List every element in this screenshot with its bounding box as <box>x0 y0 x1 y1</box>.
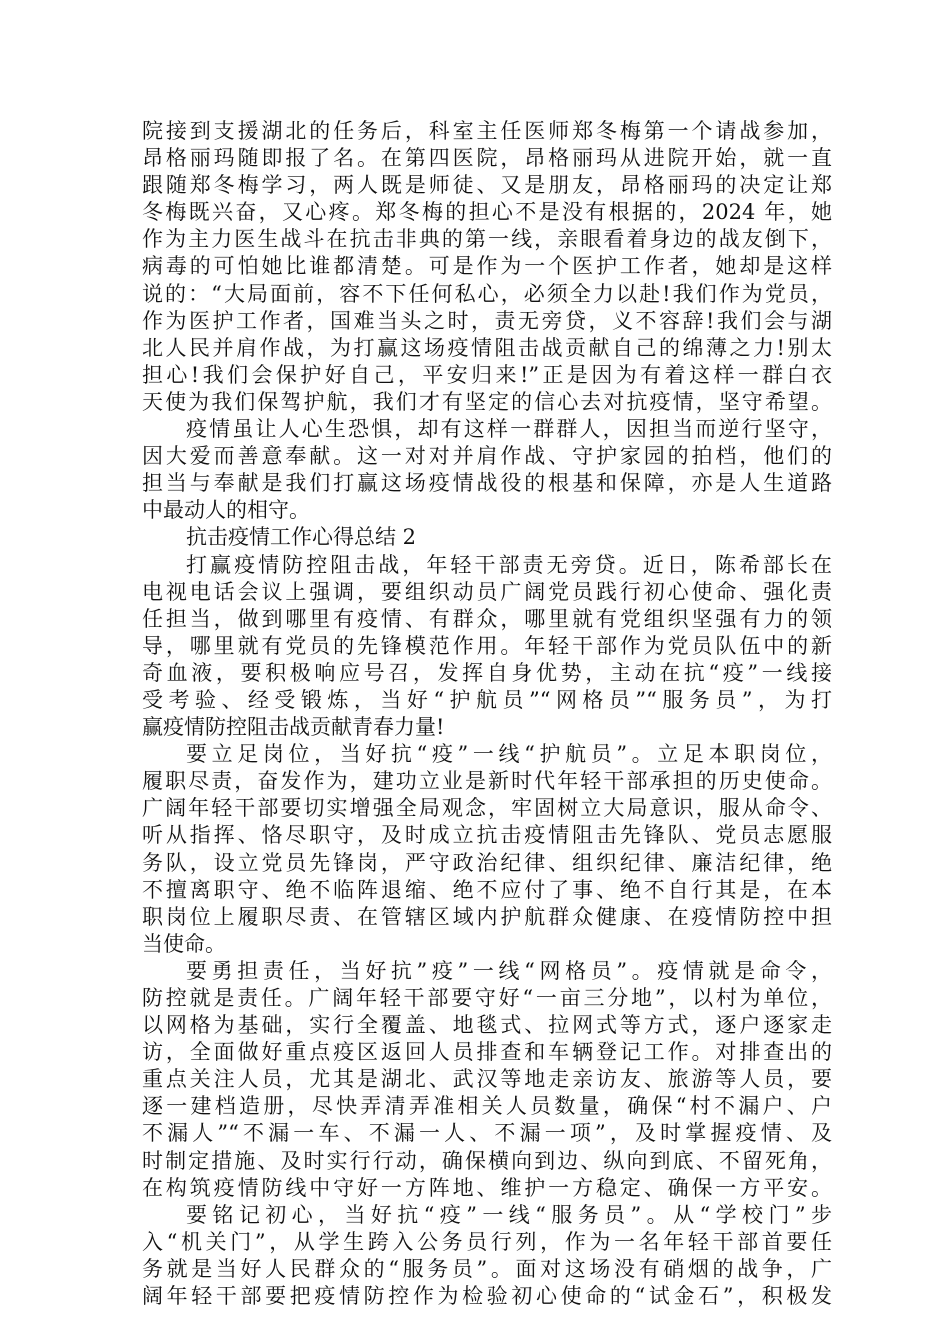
text-line: 担心!我们会保护好自己，平安归来!”正是因为有着这样一群白衣 <box>142 362 832 387</box>
text-line: 病毒的可怕她比谁都清楚。可是作为一个医护工作者，她却是这样 <box>142 254 832 279</box>
text-line: 院接到支援湖北的任务后，科室主任医师郑冬梅第一个请战参加， <box>142 119 832 143</box>
text-line: 因大爱而善意奉献。这一对对并肩作战、守护家园的拍档，他们的 <box>142 444 832 469</box>
paragraph <box>142 741 832 958</box>
text-line: 以网格为基础，实行全覆盖、地毯式、拉网式等方式，逐户逐家走 <box>142 1013 832 1038</box>
text-line: 要勇担责任，当好抗”疫”一线“网格员”。疫情就是命令， <box>186 958 832 983</box>
text-line: 说的：“大局面前，容不下任何私心，必须全力以赴!我们作为党员， <box>142 281 832 306</box>
text-line: 阔年轻干部要把疫情防控作为检验初心使命的“试金石”，积极发 <box>142 1284 832 1309</box>
text-line: 作为医护工作者，国难当头之时，责无旁贷，义不容辞!我们会与湖 <box>142 308 832 333</box>
text-line: 中最动人的相守。 <box>142 498 310 523</box>
text-line: 逐一建档造册，尽快弄清弄准相关人员数量，确保“村不漏户、户 <box>142 1094 832 1119</box>
text-line: 入“机关门”，从学生跨入公务员行列，作为一名年轻干部首要任 <box>142 1229 832 1254</box>
text-line: 不擅离职守、绝不临阵退缩、绝不应付了事、绝不自行其是，在本 <box>142 877 832 902</box>
text-line: 在构筑疫情防线中守好一方阵地、维护一方稳定、确保一方平安。 <box>142 1175 832 1200</box>
text-line: 要立足岗位，当好抗“疫”一线“护航员”。立足本职岗位， <box>186 742 832 767</box>
paragraph <box>142 1202 832 1310</box>
text-line: 打赢疫情防控阻击战，年轻干部责无旁贷。近日，陈希部长在 <box>186 552 832 577</box>
section-heading <box>142 524 832 551</box>
text-line: 职岗位上履职尽责、在管辖区域内护航群众健康、在疫情防控中担 <box>142 904 832 929</box>
text-line: 天使为我们保驾护航，我们才有坚定的信心去对抗疫情，坚守希望。 <box>142 389 832 414</box>
text-line: 北人民并肩作战，为打赢这场疫情阻击战贡献自己的绵薄之力!别太 <box>142 335 832 360</box>
text-line: 访，全面做好重点疫区返回人员排查和车辆登记工作。对排查出的 <box>142 1040 832 1065</box>
paragraph <box>142 958 832 1202</box>
text-line: 抗击疫情工作心得总结 2 <box>186 525 417 550</box>
text-line: 担当与奉献是我们打赢这场疫情战役的根基和保障，亦是人生道路 <box>142 471 832 496</box>
text-line: 电视电话会议上强调，要组织动员广阔党员践行初心使命、强化责 <box>142 579 832 604</box>
text-line: 时制定措施、及时实行行动，确保横向到边、纵向到底、不留死角， <box>142 1148 832 1173</box>
text-line: 听从指挥、恪尽职守，及时成立抗击疫情阻击先锋队、党员志愿服 <box>142 823 832 848</box>
paragraph <box>142 416 832 524</box>
text-line: 作为主力医生战斗在抗击非典的第一线，亲眼看着身边的战友倒下， <box>142 227 832 252</box>
text-line: 广阔年轻干部要切实增强全局观念，牢固树立大局意识，服从命令、 <box>142 796 832 821</box>
text-line: 防控就是责任。广阔年轻干部要守好“一亩三分地”，以村为单位， <box>142 986 832 1010</box>
text-line: 重点关注人员，尤其是湖北、武汉等地走亲访友、旅游等人员，要 <box>142 1067 832 1092</box>
text-line: 导，哪里就有党员的先锋模范作用。年轻干部作为党员队伍中的新 <box>142 633 832 658</box>
text-line: 跟随郑冬梅学习，两人既是师徒、又是朋友，昂格丽玛的决定让郑 <box>142 173 832 198</box>
paragraph <box>142 552 832 742</box>
text-line: 要铭记初心，当好抗“疫”一线“服务员”。从“学校门”步 <box>186 1202 832 1227</box>
text-line: 冬梅既兴奋，又心疼。郑冬梅的担心不是没有根据的，2024 年，她 <box>142 200 832 225</box>
text-line: 昂格丽玛随即报了名。在第四医院，昂格丽玛从进院开始，就一直 <box>142 146 832 171</box>
text-line: 赢疫情防控阻击战贡献青春力量! <box>142 715 445 740</box>
text-line: 受考验、经受锻炼，当好“护航员”“网格员”“服务员”，为打 <box>142 687 832 712</box>
text-line: 当使命。 <box>142 931 226 956</box>
text-line: 不漏人”“不漏一车、不漏一人、不漏一项”，及时掌握疫情、及 <box>142 1121 832 1146</box>
text-line: 务就是当好人民群众的“服务员”。面对这场没有硝烟的战争，广 <box>142 1256 832 1281</box>
text-line: 疫情虽让人心生恐惧，却有这样一群群人，因担当而逆行坚守， <box>186 417 832 442</box>
paragraph <box>142 118 832 416</box>
text-line: 任担当，做到哪里有疫情、有群众，哪里就有党组织坚强有力的领 <box>142 606 832 631</box>
text-line: 履职尽责，奋发作为，建功立业是新时代年轻干部承担的历史使命。 <box>142 769 832 794</box>
document-page <box>142 118 832 1310</box>
text-line: 务队，设立党员先锋岗，严守政治纪律、组织纪律、廉洁纪律，绝 <box>142 850 832 875</box>
text-line: 奇血液，要积极响应号召，发挥自身优势，主动在抗“疫”一线接 <box>142 660 832 685</box>
